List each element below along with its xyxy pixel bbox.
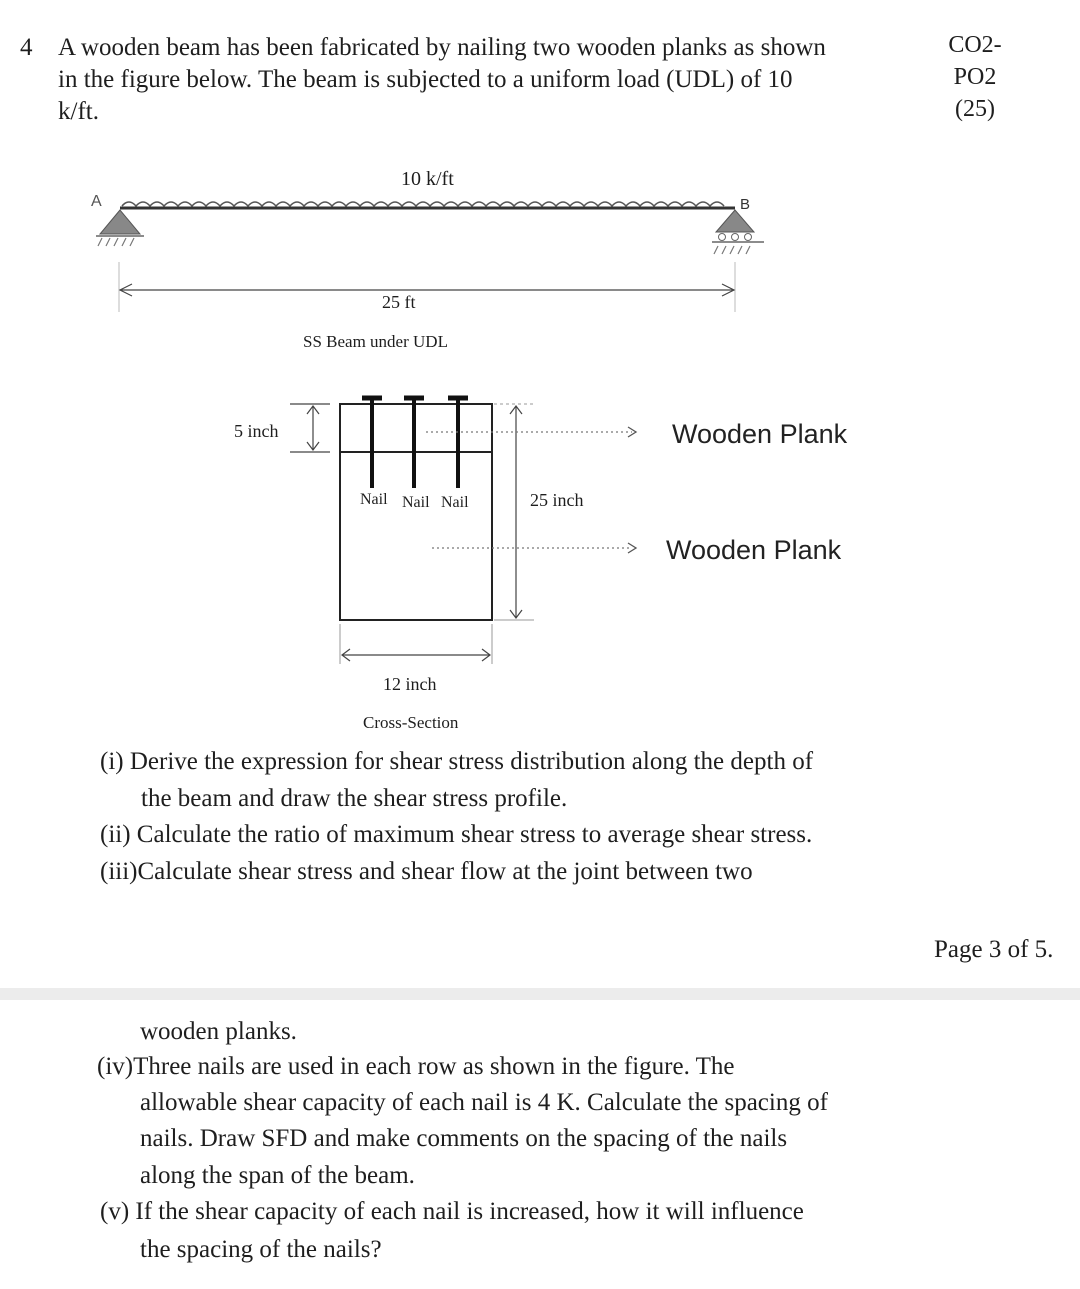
top-plank-height-label: 5 inch xyxy=(234,421,279,441)
nail-label-3: Nail xyxy=(441,494,469,511)
part-iii-line-2: wooden planks. xyxy=(140,1018,297,1045)
part-iv-line-1: (iv)Three nails are used in each row as shown in the figure. The xyxy=(97,1053,735,1080)
question-text-line-1: A wooden beam has been fabricated by nailing two wooden planks as shown xyxy=(58,34,826,61)
question-number: 4 xyxy=(20,34,33,61)
top-plank-label: Wooden Plank xyxy=(672,419,848,449)
part-iv-line-3: nails. Draw SFD and make comments on the spacing of the nails xyxy=(140,1125,788,1152)
part-i-line-1: (i) Derive the expression for shear stress distribution along the depth of xyxy=(100,748,814,775)
support-b-label: B xyxy=(740,196,751,213)
udl-load-wave xyxy=(122,202,724,206)
section-caption: Cross-Section xyxy=(363,713,459,732)
marks-label: (25) xyxy=(955,96,995,122)
part-iv-line-2: allowable shear capacity of each nail is 4 K. Calculate the spacing of xyxy=(140,1089,828,1116)
part-iii-line-1: (iii)Calculate shear stress and shear flow at the joint between two xyxy=(100,858,753,885)
question-text-line-3: k/ft. xyxy=(58,98,99,125)
page-number: Page 3 of 5. xyxy=(934,936,1054,963)
program-outcome-code: PO2 xyxy=(953,64,997,90)
beam-caption: SS Beam under UDL xyxy=(303,332,448,351)
nails xyxy=(362,398,468,488)
part-v-line-1: (v) If the shear capacity of each nail is increased, how it will influence xyxy=(100,1198,804,1225)
support-a-label: A xyxy=(91,193,102,210)
span-label: 25 ft xyxy=(382,292,416,312)
total-depth-label: 25 inch xyxy=(530,490,584,510)
width-label: 12 inch xyxy=(383,674,437,694)
nail-label-1: Nail xyxy=(360,491,388,508)
page-divider xyxy=(0,988,1080,1000)
udl-load-label: 10 k/ft xyxy=(401,168,454,190)
part-v-line-2: the spacing of the nails? xyxy=(140,1236,382,1263)
part-iv-line-4: along the span of the beam. xyxy=(140,1162,415,1189)
question-text-line-2: in the figure below. The beam is subjected to a uniform load (UDL) of 10 xyxy=(58,66,793,93)
part-ii: (ii) Calculate the ratio of maximum shear stress to average shear stress. xyxy=(100,821,813,848)
web-plank-label: Wooden Plank xyxy=(666,535,842,565)
part-i-line-2: the beam and draw the shear stress profile. xyxy=(141,785,568,812)
course-outcome-code: CO2- xyxy=(948,32,1002,58)
pin-support-a xyxy=(100,210,140,234)
roller-support-b xyxy=(716,210,754,232)
nail-label-2: Nail xyxy=(402,494,430,511)
